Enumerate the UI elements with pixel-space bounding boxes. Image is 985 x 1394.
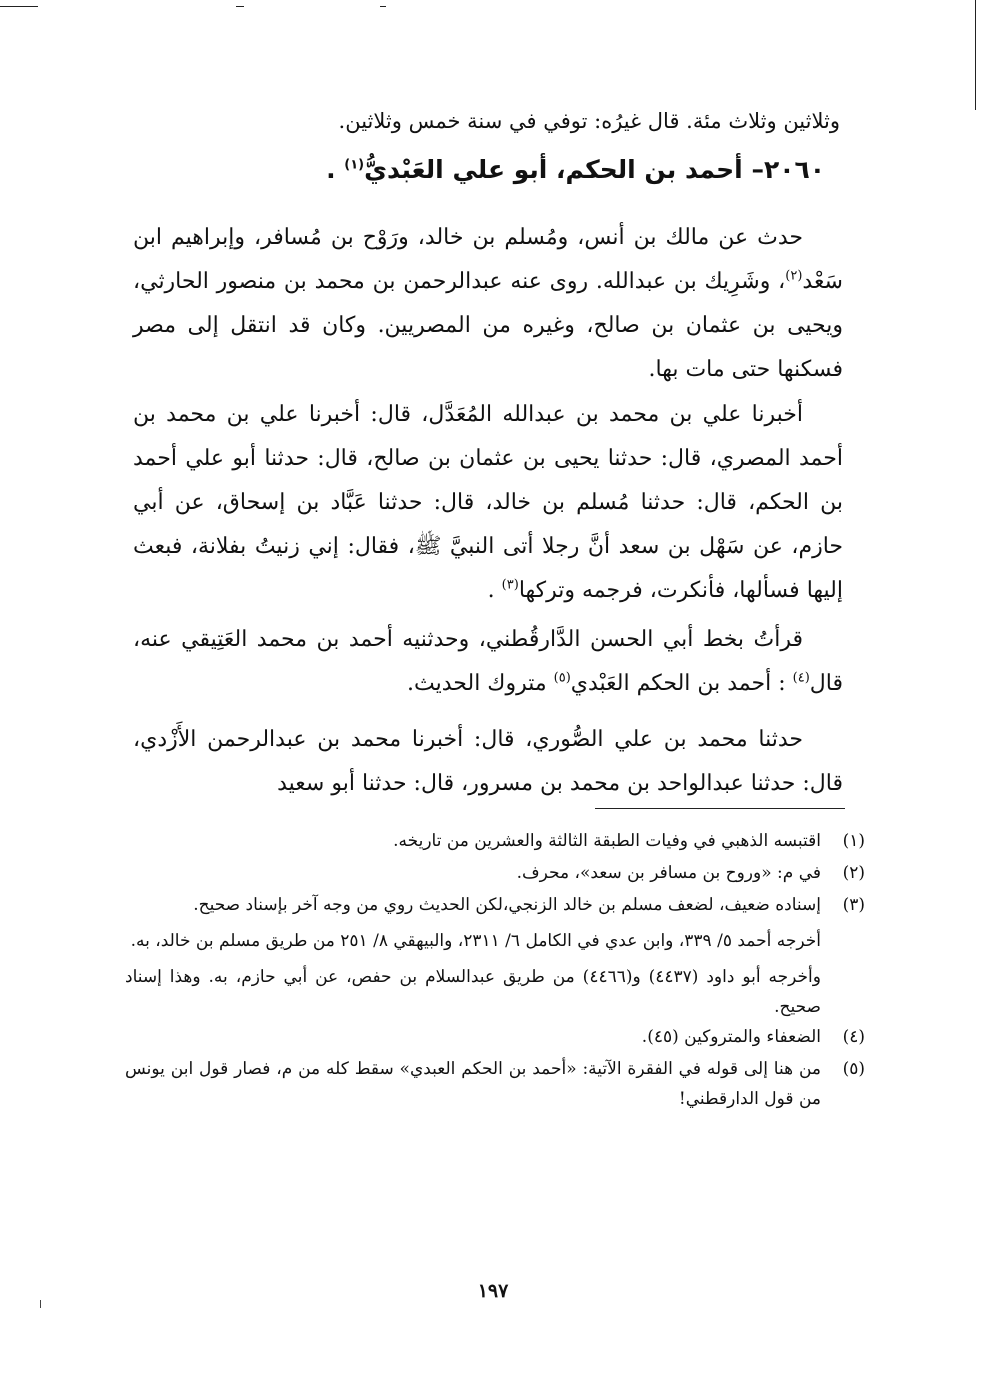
scan-edge-mark (380, 6, 386, 7)
footnote-text: الضعفاء والمتروكين (٤٥). (641, 1027, 821, 1047)
footnotes (125, 826, 865, 1116)
paragraph-text: حدث عن مالك بن أنس، ومُسلم بن خالد، ورَوْح بن مُسافر، وإبراهيم ابن سَعْد (133, 225, 843, 294)
footnote-text: في م: «وروح بن مسافر بن سعد»، محرف. (516, 863, 821, 883)
footnote-text: إسناده ضعيف، لضعف مسلم بن خالد الزنجي،لكن الحديث روي من وجه آخر بإسناد صحيح. (193, 895, 821, 915)
paragraph-text: متروك الحديث. (407, 671, 554, 696)
heading-end: . (326, 155, 345, 184)
footnote-number: (٥) (842, 1059, 865, 1079)
paragraph-text: أخبرنا علي بن محمد بن عبدالله المُعَدَّل، قال: أخبرنا علي بن محمد بن أحمد المصري، قال: حدثنا يحيى بن عثمان بن صالح، قال: حدثنا أبو علي أحمد بن الحكم، قال: حدثنا مُسلم بن خالد، قال: حدثنا عَبَّاد بن إسحاق، عن أبي حازم، عن سَهْل بن سعد أنَّ رجلا أتى النبيَّ ﷺ، فقال: إني زنيتُ بفلانة، فبعث إليها فسألها، فأنكرت، فرجمه وتركها (133, 402, 843, 603)
footnote-continuation: وأخرجه أبو داود (٤٤٣٧) و(٤٤٦٦) من طريق عبدالسلام بن حفص، عن أبي حازم، به. وهذا إسناد صحيح. (125, 967, 821, 1017)
entry-title: ٢٠٦٠– أحمد بن الحكم، أبو علي العَبْديُّ (364, 155, 825, 184)
paragraph-biography (133, 216, 843, 392)
scan-edge-mark (40, 1300, 41, 1308)
footnote-ref: (٣) (501, 577, 519, 593)
footnote-item (125, 1022, 865, 1052)
footnote-number: (٣) (842, 895, 865, 915)
continued-text-line: وثلاثين وثلاث مئة. قال غيرُه: توفي في سنة خمس وثلاثين. (338, 109, 840, 133)
paragraph-text: ، وشَرِيك بن عبدالله. روى عنه عبدالرحمن بن محمد بن منصور الحارثي، ويحيى بن عثمان بن صالح، وغيره من المصريين. وكان قد انتقل إلى مصر فسكنها حتى مات بها. (133, 269, 843, 382)
footnote-ref: (١) (344, 157, 365, 173)
footnote-item (125, 1054, 865, 1114)
footnote-text: اقتبسه الذهبي في وفيات الطبقة الثالثة والعشرين من تاريخه. (393, 831, 821, 851)
paragraph-text: حدثنا محمد بن علي الصُّوري، قال: أخبرنا محمد بن عبدالرحمن الأَزْدي، قال: حدثنا عبدالواحد بن محمد بن مسرور، قال: حدثنا أبو سعيد (133, 727, 843, 796)
page-number: ١٩٧ (477, 1280, 509, 1302)
footnote-ref: (٤) (792, 670, 810, 686)
scan-edge-line (975, 0, 976, 110)
paragraph-isnad (133, 393, 843, 613)
footnote-ref: (٢) (785, 268, 803, 284)
paragraph-end: . (487, 578, 502, 603)
footnote-separator (595, 808, 845, 809)
paragraph-text: قرأتُ بخط أبي الحسن الدَّارقُطني، وحدثنيه أحمد بن محمد العَتِيقي عنه، قال (133, 627, 843, 696)
paragraph-text: : أحمد بن الحكم العَبْدي (570, 671, 793, 696)
scan-edge-mark (236, 6, 244, 7)
scan-edge-mark (0, 6, 38, 7)
footnote-number: (٤) (842, 1027, 865, 1047)
footnote-item (125, 890, 865, 920)
paragraph-daraqutni (133, 618, 843, 706)
footnote-number: (١) (842, 831, 865, 851)
footnote-continuation: أخرجه أحمد ٥/ ٣٣٩، وابن عدي في الكامل ٦/ ٢٣١١، والبيهقي ٨/ ٢٥١ من طريق مسلم بن خالد، به. (130, 931, 821, 951)
footnote-number: (٢) (842, 863, 865, 883)
entry-heading (145, 150, 825, 190)
footnote-text: من هنا إلى قوله في الفقرة الآتية: «أحمد بن الحكم العبدي» سقط كله من م، فصار قول ابن يونس من قول الدارقطني! (125, 1059, 821, 1109)
paragraph-suri (133, 718, 843, 806)
footnote-item (125, 826, 865, 856)
footnote-ref: (٥) (553, 670, 571, 686)
footnote-item (125, 858, 865, 888)
